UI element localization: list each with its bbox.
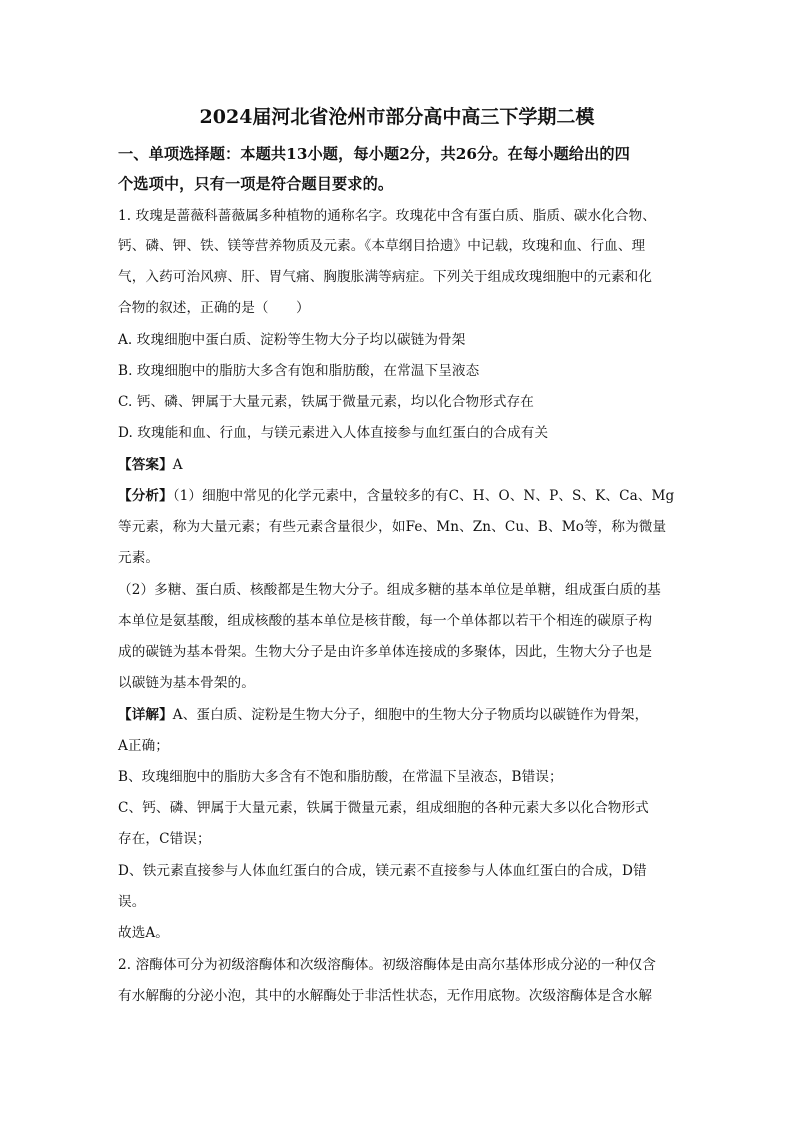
detail-text: A、蛋白质、淀粉是生物大分子，细胞中的生物大分子物质均以碳链作为骨架，: [172, 707, 649, 723]
q1-analysis-line: （2）多糖、蛋白质、核酸都是生物大分子。组成多糖的基本单位是单糖，组成蛋白质的基: [118, 582, 661, 598]
q1-option-d: D. 玫瑰能和血、行血，与镁元素进入人体直接参与血红蛋白的合成有关: [118, 425, 549, 441]
q1-detail-line: D、铁元素直接参与人体血红蛋白的合成，镁元素不直接参与人体血红蛋白的合成，D错: [118, 863, 647, 879]
page-title: 2024届河北省沧州市部分高中高三下学期二模: [199, 106, 595, 128]
q2-stem-line: 有水解酶的分泌小泡，其中的水解酶处于非活性状态，无作用底物。次级溶酶体是含水解: [118, 988, 653, 1004]
q1-answer: [118, 455, 183, 475]
analysis-text: （1）细胞中常见的化学元素中，含量较多的有C、H、O、N、P、S、K、Ca、Mg: [172, 488, 675, 504]
detail-label: 【详解】: [118, 707, 173, 723]
q1-analysis-line: 以碳链为基本骨架的。: [118, 675, 255, 691]
q1-option-b: B. 玫瑰细胞中的脂肪大多含有饱和脂肪酸，在常温下呈液态: [118, 363, 480, 379]
q1-detail-line: C、钙、磷、钾属于大量元素，铁属于微量元素，组成细胞的各种元素大多以化合物形式: [118, 800, 649, 816]
q1-analysis-line: [118, 486, 674, 506]
q1-stem-line: 1. 玫瑰是蔷薇科蔷薇属多种植物的通称名字。玫瑰花中含有蛋白质、脂质、碳水化合物、: [118, 208, 656, 224]
q1-detail-line: B、玫瑰细胞中的脂肪大多含有不饱和脂肪酸，在常温下呈液态，B错误；: [118, 769, 563, 785]
q1-detail-line: 故选A。: [118, 925, 169, 941]
section-heading-line-2: 个选项中，只有一项是符合题目要求的。: [118, 175, 394, 193]
q1-analysis-line: 本单位是氨基酸，组成核酸的基本单位是核苷酸，每一个单体都以若干个相连的碳原子构: [118, 613, 653, 629]
answer-label: 【答案】: [118, 457, 173, 473]
section-heading-line-1: 一、单项选择题：本题共13小题，每小题2分，共26分。在每小题给出的四: [118, 145, 630, 163]
q1-detail-line: 存在，C错误；: [118, 831, 211, 847]
q1-stem-line: 合物的叙述，正确的是（ ）: [118, 300, 310, 316]
q1-stem-line: 气，入药可治风痹、肝、胃气痛、胸腹胀满等病症。下列关于组成玫瑰细胞中的元素和化: [118, 269, 653, 285]
answer-value: A: [172, 457, 183, 473]
q1-detail-line: A正确；: [118, 738, 169, 754]
q1-option-c: C. 钙、磷、钾属于大量元素，铁属于微量元素，均以化合物形式存在: [118, 394, 534, 410]
q1-analysis-line: 成的碳链为基本骨架。生物大分子是由许多单体连接成的多聚体，因此，生物大分子也是: [118, 644, 653, 660]
q1-detail-line: 误。: [118, 894, 146, 910]
q1-detail-line: [118, 705, 648, 725]
q2-stem-line: 2. 溶酶体可分为初级溶酶体和次级溶酶体。初级溶酶体是由高尔基体形成分泌的一种仅含: [118, 957, 656, 973]
q1-analysis-line: 元素。: [118, 550, 160, 566]
q1-stem-line: 钙、磷、钾、铁、镁等营养物质及元素。《本草纲目拾遗》中记载，玫瑰和血、行血、理: [118, 238, 646, 254]
q1-option-a: A. 玫瑰细胞中蛋白质、淀粉等生物大分子均以碳链为骨架: [118, 332, 466, 348]
analysis-label: 【分析】: [118, 488, 173, 504]
q1-analysis-line: 等元素，称为大量元素；有些元素含量很少，如Fe、Mn、Zn、Cu、B、Mo等，称为微量: [118, 519, 667, 535]
